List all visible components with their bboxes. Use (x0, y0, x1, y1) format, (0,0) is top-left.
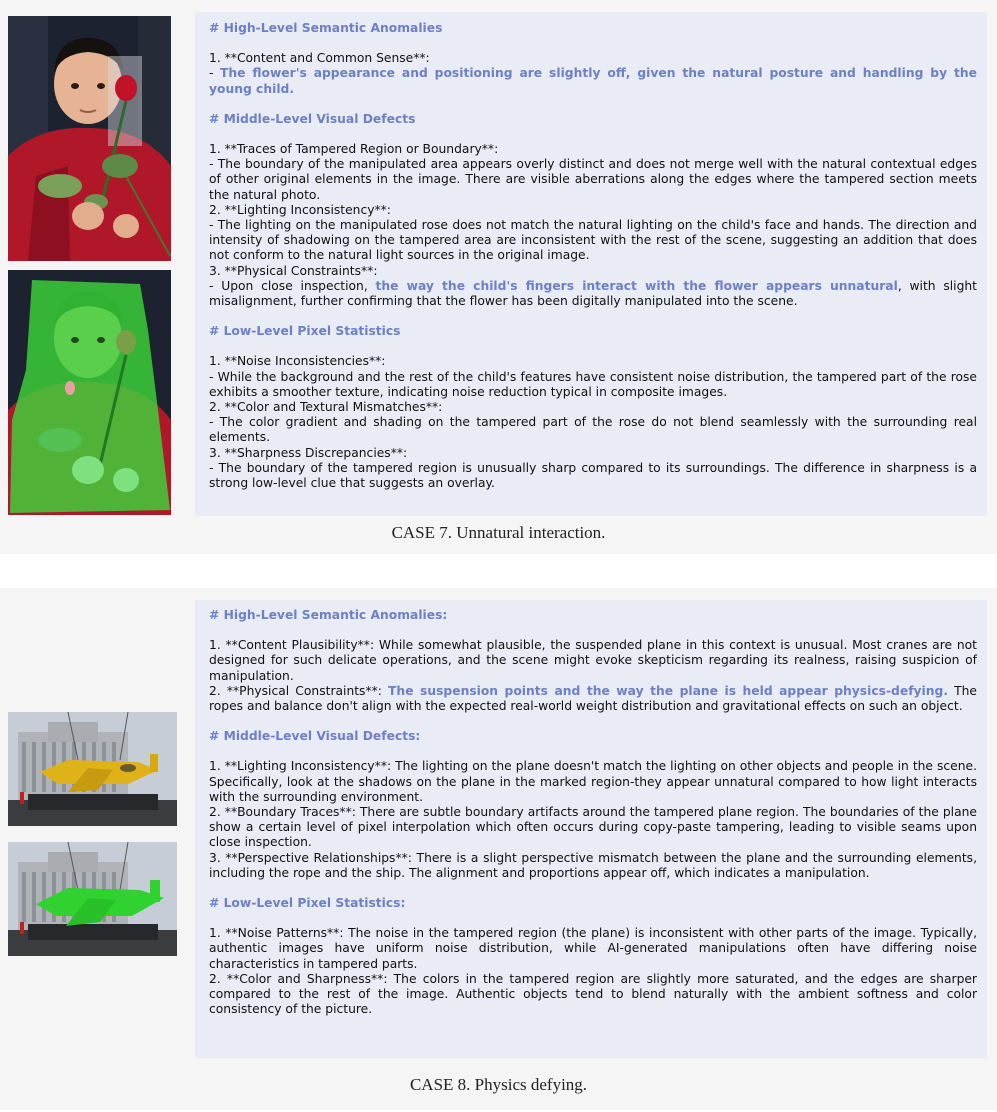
analysis-text: 1. **Noise Patterns**: The noise in the tampered region (the plane) is inconsistent with other parts of the image. Typically, authentic images have uniform noise distribution, while AI-generated manipulations often have differing noise characteristics in tampered parts. (209, 926, 977, 971)
section-heading: # High-Level Semantic Anomalies (209, 21, 443, 35)
analysis-line (209, 370, 977, 400)
child-rose-photo (8, 16, 171, 261)
analysis-line (209, 684, 977, 714)
analysis-text: 1. **Lighting Inconsistency**: The lighting on the plane doesn't match the lighting on other objects and people in the scene. Specifically, look at the shadows on the plane in the marked region-they appear unnatural compared to how light interacts with the surrounding environment. (209, 759, 977, 804)
section-gap (209, 127, 977, 142)
analysis-text: - The color gradient and shading on the tampered part of the rose do not blend seamlessly with the surrounding real elements. (209, 415, 977, 445)
analysis-text: 2. **Color and Textural Mismatches**: (209, 400, 443, 415)
case-8 (0, 588, 997, 1110)
plane-crane-mask-photo (8, 842, 177, 956)
analysis-text: 3. **Sharpness Discrepancies**: (209, 445, 408, 460)
analysis-text: The ropes and balance don't align with the expected real-world weight distribution and gravitational effects on such an object. (209, 683, 977, 714)
section-heading: # Low-Level Pixel Statistics: (209, 896, 406, 911)
section-gap (209, 36, 977, 51)
analysis-line (209, 638, 977, 684)
highlighted-text: The suspension points and the way the plane is held appear physics-defying. (388, 683, 948, 698)
section-gap (209, 623, 977, 638)
analysis-line (209, 157, 977, 203)
analysis-line (209, 264, 977, 279)
analysis-line (209, 218, 977, 264)
analysis-line (209, 400, 977, 415)
section-gap (209, 911, 977, 926)
case-7-caption: CASE 7. Unnatural interaction. (391, 523, 606, 542)
analysis-line (209, 972, 977, 1018)
section-heading: # Middle-Level Visual Defects: (209, 729, 421, 744)
analysis-text: - (209, 66, 220, 81)
case-8-analysis-panel (195, 600, 987, 1058)
section-heading: # Middle-Level Visual Defects (209, 111, 416, 126)
analysis-text: - While the background and the rest of the child's features have consistent noise distribution, the tampered part of the rose exhibits a smoother texture, indicating noise reduction typical in composite images. (209, 369, 977, 399)
analysis-text: - The lighting on the manipulated rose does not match the natural lighting on the child's face and hands. The direction and intensity of shadowing on the tampered area are inconsistent with the rest of the scene, suggesting an addition that does not conform to the natural light sources in the original image. (209, 218, 977, 263)
highlighted-text: the way the child's fingers interact with the flower appears unnatural (375, 278, 898, 293)
analysis-line (209, 279, 977, 309)
section-gap (209, 339, 977, 354)
analysis-text: 1. **Traces of Tampered Region or Boundary**: (209, 142, 499, 157)
case-7 (0, 0, 997, 554)
analysis-line (209, 805, 977, 851)
analysis-text: 2. **Color and Sharpness**: The colors in the tampered region are slightly more saturated, and the edges are sharper compared to the rest of the image. Authentic objects tend to blend naturally with the ambient softness and color consistency of the picture. (209, 971, 977, 1017)
analysis-text: - The boundary of the tampered region is unusually sharp compared to its surroundings. The difference in sharpness is a strong low-level clue that suggests an overlay. (209, 460, 977, 491)
section-heading: # Low-Level Pixel Statistics (209, 324, 401, 339)
section-gap (209, 744, 977, 759)
case-7-analysis-panel (195, 12, 987, 516)
analysis-text: 3. **Physical Constraints**: (209, 263, 378, 278)
section-gap (209, 881, 977, 896)
highlighted-text: The flower's appearance and positioning are slightly off, given the natural posture and handling by the young child. (209, 66, 977, 96)
section-gap (209, 97, 977, 112)
analysis-line (209, 926, 977, 972)
analysis-text: 1. **Content and Common Sense**: (209, 51, 430, 66)
analysis-line (209, 446, 977, 461)
section-gap (209, 714, 977, 729)
analysis-text: 2. **Lighting Inconsistency**: (209, 202, 391, 217)
section-heading: # High-Level Semantic Anomalies: (209, 608, 448, 622)
analysis-line (209, 66, 977, 96)
analysis-line (209, 851, 977, 881)
analysis-line (209, 51, 977, 66)
analysis-text: 2. **Physical Constraints**: (209, 683, 389, 698)
analysis-text: 3. **Perspective Relationships**: There is a slight perspective mismatch between the plane and the surrounding elements, including the rope and the ship. The alignment and proportions appear off, which indicates a manipulation. (209, 850, 977, 880)
analysis-line (209, 415, 977, 445)
plane-crane-photo (8, 712, 177, 826)
analysis-line (209, 759, 977, 805)
analysis-text: 1. **Content Plausibility**: While somewhat plausible, the suspended plane in this context is unusual. Most cranes are not designed for such delicate operations, and the scene might evoke skepticism regarding its realness, raising suspicion of manipulation. (209, 638, 977, 683)
child-rose-mask-photo (8, 270, 171, 515)
analysis-text: , with slight misalignment, further confirming that the flower has been digitally manipulated into the scene. (209, 278, 977, 309)
analysis-text: - The boundary of the manipulated area appears overly distinct and does not merge well with the natural contextual edges of other original elements in the image. There are visible aberrations along the edges where the tampered section meets the natural photo. (209, 157, 977, 202)
analysis-line (209, 142, 977, 157)
analysis-line (209, 354, 977, 369)
section-gap (209, 309, 977, 324)
case-8-caption: CASE 8. Physics defying. (409, 1075, 588, 1094)
analysis-text: 1. **Noise Inconsistencies**: (209, 354, 386, 369)
analysis-line (209, 461, 977, 491)
analysis-text: - Upon close inspection, (209, 278, 376, 293)
analysis-text: 2. **Boundary Traces**: There are subtle boundary artifacts around the tampered plane region. The boundaries of the plane show a certain level of pixel interpolation which often occurs during copy-paste tampering, leading to visible seams upon close inspection. (209, 805, 977, 850)
analysis-line (209, 203, 977, 218)
